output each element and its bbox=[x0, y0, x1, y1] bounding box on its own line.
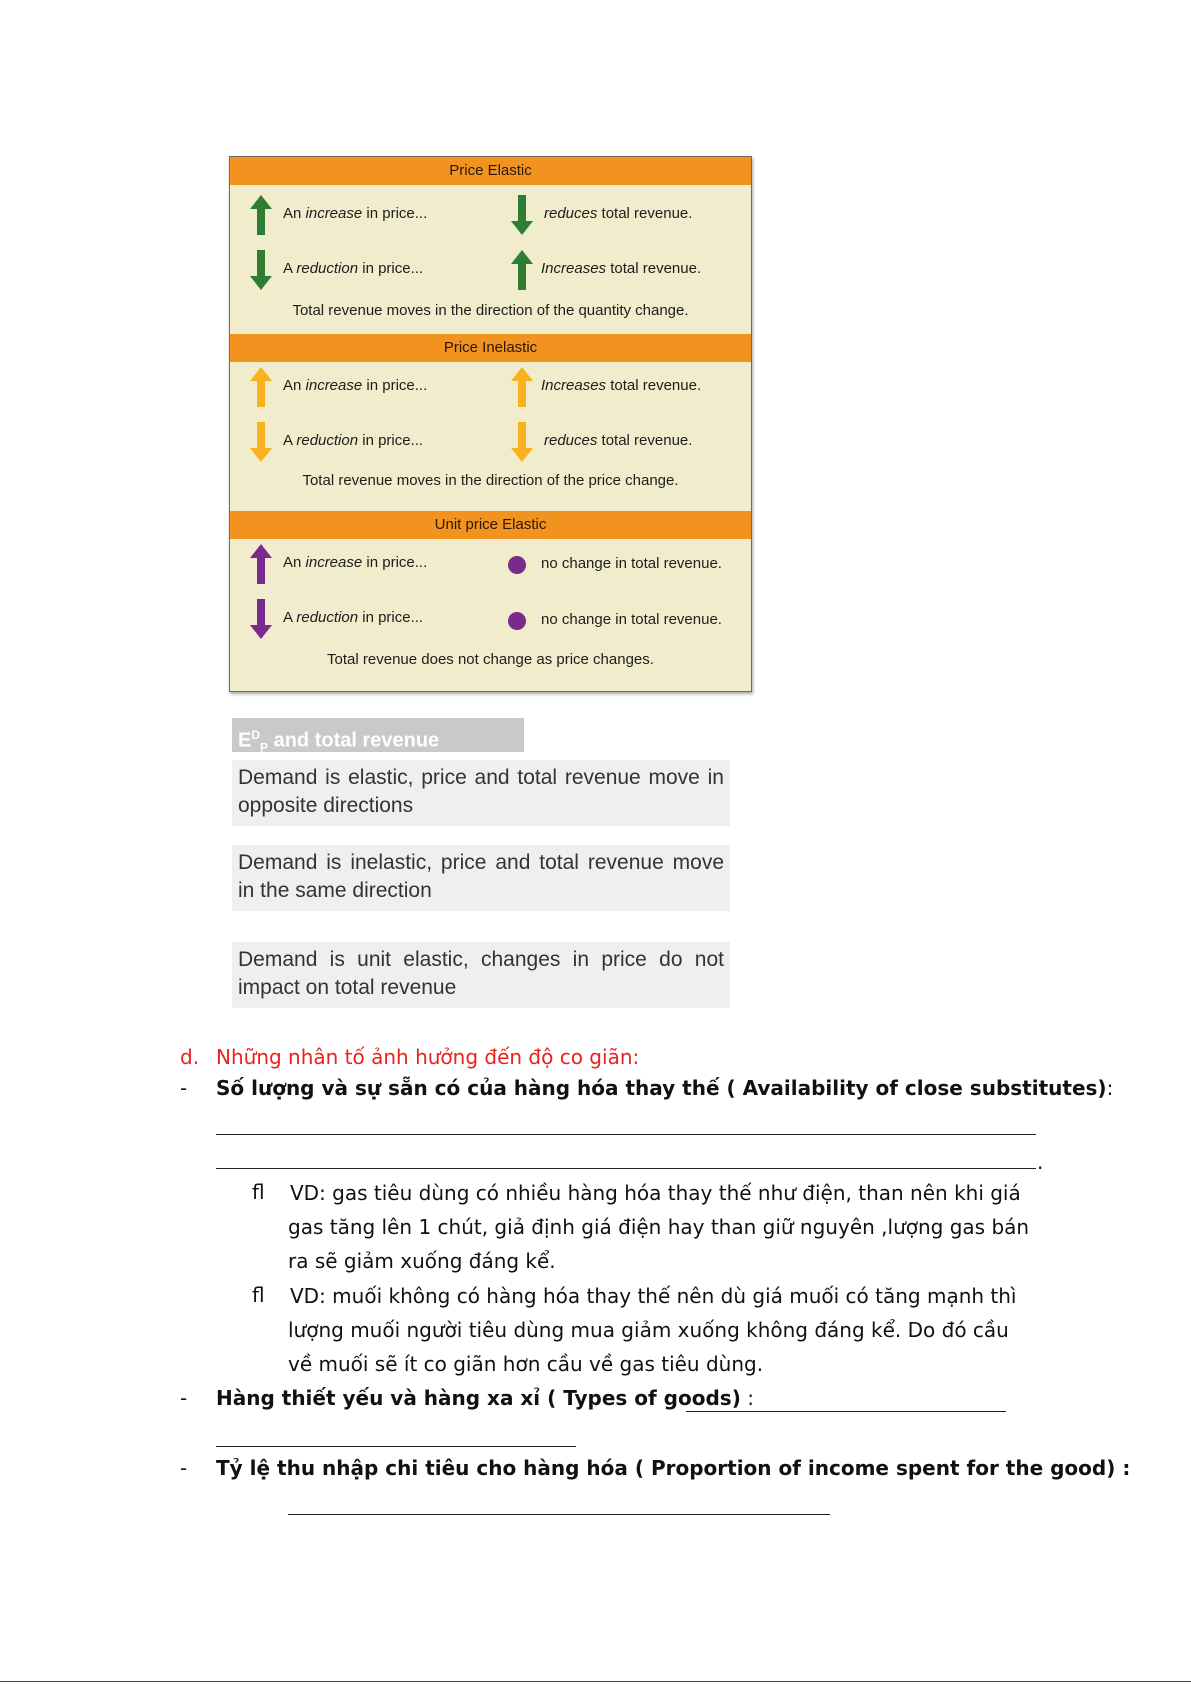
green-up-arrow-icon bbox=[511, 250, 533, 290]
sub-bullet: fl bbox=[252, 1283, 265, 1307]
unit-elastic-header: Unit price Elastic bbox=[230, 511, 751, 539]
item-types-of-goods: Hàng thiết yếu và hàng xa xỉ ( Types of goods) : bbox=[216, 1386, 754, 1410]
green-down-arrow-icon bbox=[250, 250, 272, 290]
figure-row-right: reduces total revenue. bbox=[544, 205, 693, 222]
figure-row-left: An increase in price... bbox=[283, 205, 428, 222]
example-salt: VD: muối không có hàng hóa thay thế nên dù giá muối có tăng mạnh thì lượng muối người tiêu dùng mua giảm xuống không đáng kể. Do đó cầu về muối sẽ ít co giãn hơn cầu về gas tiêu dùng. bbox=[288, 1284, 1017, 1376]
section-d-marker: d. bbox=[180, 1045, 200, 1069]
sub-bullet: fl bbox=[252, 1180, 265, 1204]
price-elastic-header: Price Elastic bbox=[230, 157, 751, 185]
yellow-up-arrow-icon bbox=[511, 367, 533, 407]
answer-line bbox=[216, 1134, 1036, 1135]
figure-row-right: Increases total revenue. bbox=[541, 377, 702, 394]
purple-dot-icon bbox=[508, 612, 526, 630]
line-end-period: . bbox=[1037, 1150, 1044, 1174]
purple-dot-icon bbox=[508, 556, 526, 574]
yellow-down-arrow-icon bbox=[511, 422, 533, 462]
answer-line bbox=[686, 1411, 1006, 1412]
price-inelastic-header: Price Inelastic bbox=[230, 334, 751, 362]
item-proportion-income: Tỷ lệ thu nhập chi tiêu cho hàng hóa ( Proportion of income spent for the good) : bbox=[216, 1456, 1131, 1480]
example-gas: VD: gas tiêu dùng có nhiều hàng hóa thay thế như điện, than nên khi giá gas tăng lên 1 chút, giả định giá điện hay than giữ nguyên ,lượng gas bán ra sẽ giảm xuống đáng kể. bbox=[288, 1181, 1030, 1273]
yellow-down-arrow-icon bbox=[250, 422, 272, 462]
figure-row-right: reduces total revenue. bbox=[544, 432, 693, 449]
answer-line bbox=[216, 1168, 1036, 1169]
section-d-heading: Những nhân tố ảnh hưởng đến độ co giãn: bbox=[216, 1045, 640, 1069]
dash-bullet: - bbox=[180, 1386, 188, 1410]
green-up-arrow-icon bbox=[250, 195, 272, 235]
figure-row-left: An increase in price... bbox=[283, 554, 428, 571]
figure-row-right: Increases total revenue. bbox=[541, 260, 702, 277]
dash-bullet: - bbox=[180, 1456, 188, 1480]
purple-up-arrow-icon bbox=[250, 544, 272, 584]
figure-summary: Total revenue moves in the direction of the price change. bbox=[302, 472, 679, 489]
scan-block-unit-elastic: Demand is unit elastic, changes in price do not impact on total revenue bbox=[232, 942, 730, 1008]
figure-summary: Total revenue does not change as price changes. bbox=[327, 651, 654, 668]
figure-row-left: A reduction in price... bbox=[283, 609, 424, 626]
figure-summary: Total revenue moves in the direction of the quantity change. bbox=[292, 302, 689, 319]
elasticity-revenue-figure bbox=[229, 156, 752, 692]
scan-block-elastic: Demand is elastic, price and total revenue move in opposite directions bbox=[232, 760, 730, 826]
figure-row-right: no change in total revenue. bbox=[541, 555, 722, 572]
scan-block-inelastic: Demand is inelastic, price and total revenue move in the same direction bbox=[232, 845, 730, 911]
figure-row-right: no change in total revenue. bbox=[541, 611, 722, 628]
answer-line bbox=[216, 1446, 576, 1447]
page-bottom-rule bbox=[0, 1681, 1191, 1682]
figure-row-left: A reduction in price... bbox=[283, 432, 424, 449]
yellow-up-arrow-icon bbox=[250, 367, 272, 407]
purple-down-arrow-icon bbox=[250, 599, 272, 639]
figure-row-left: A reduction in price... bbox=[283, 260, 424, 277]
answer-line bbox=[288, 1514, 830, 1515]
scan-title: $E^D_P$ and total revenue bbox=[232, 718, 524, 752]
green-down-arrow-icon bbox=[511, 195, 533, 235]
dash-bullet: - bbox=[180, 1076, 188, 1100]
item-substitutes: Số lượng và sự sẵn có của hàng hóa thay thế ( Availability of close substitutes): bbox=[216, 1076, 1114, 1100]
figure-row-left: An increase in price... bbox=[283, 377, 428, 394]
